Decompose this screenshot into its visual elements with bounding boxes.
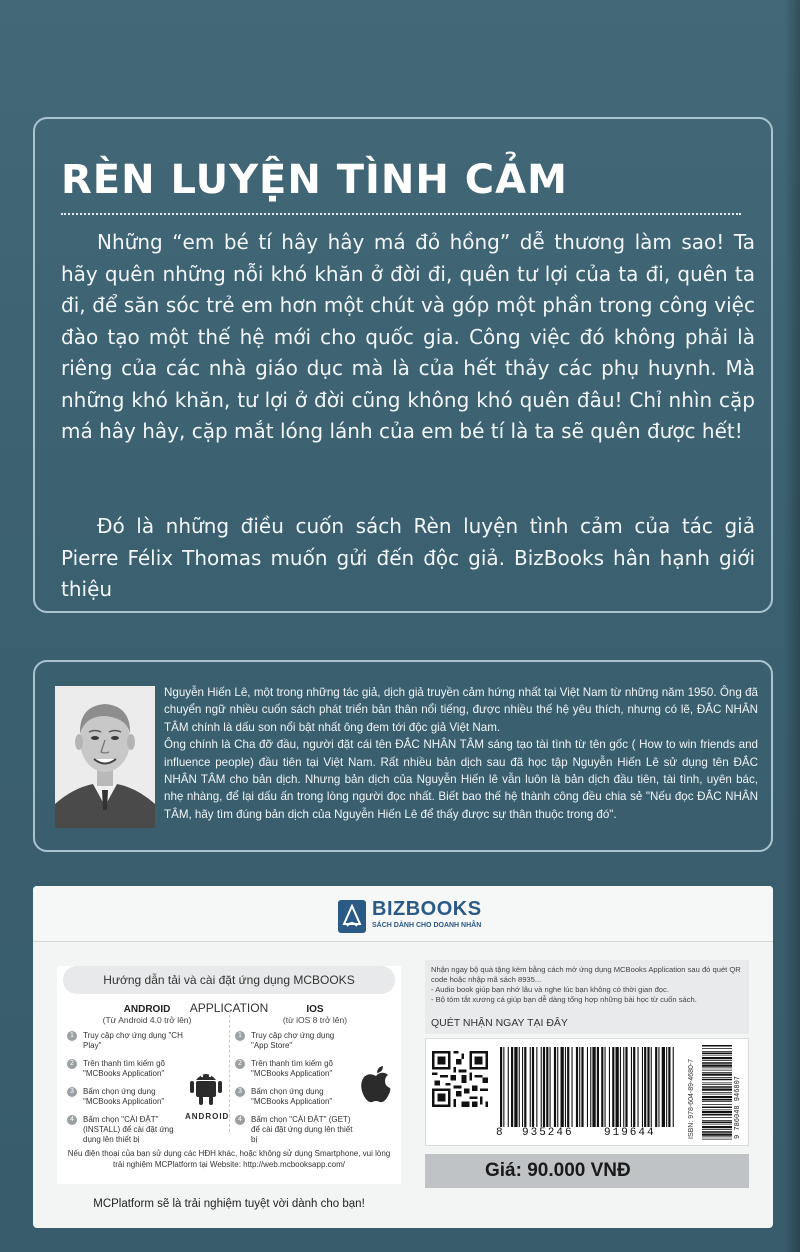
barcode-stripe — [601, 1047, 603, 1127]
step-text: Bấm chọn "CÀI ĐẶT" (INSTALL) để cài đặt ứng dụng lên thiết bị — [83, 1115, 174, 1144]
price-tag: Giá: 90.000 VNĐ — [425, 1154, 749, 1188]
step-number: 1 — [235, 1031, 245, 1041]
barcode-stripe — [638, 1047, 639, 1127]
author-box — [33, 660, 773, 852]
isbn-barcode-stripe — [702, 1070, 732, 1071]
barcode-stripe — [644, 1047, 646, 1127]
android-column — [67, 1004, 230, 1153]
step-text: Trên thanh tìm kiếm gõ "MCBooks Application" — [83, 1059, 165, 1078]
barcode-stripe — [565, 1047, 566, 1127]
isbn-barcode-stripe — [702, 1077, 732, 1078]
isbn-barcode-stripe — [702, 1131, 732, 1133]
isbn-barcode-stripe — [702, 1104, 732, 1105]
scan-label: QUÉT NHẬN NGAY TẠI ĐÂY — [425, 1014, 749, 1034]
step-number: 2 — [235, 1059, 245, 1069]
android-step — [67, 1059, 185, 1079]
barcode-stripe — [609, 1047, 610, 1127]
barcode-stripe — [668, 1047, 670, 1127]
barcode-stripe — [612, 1047, 614, 1127]
step-number: 3 — [235, 1087, 245, 1097]
barcode-stripe — [597, 1047, 599, 1127]
isbn-barcode-stripe — [702, 1099, 732, 1101]
step-number: 1 — [67, 1031, 77, 1041]
isbn-barcode-stripe — [702, 1084, 732, 1085]
barcode-stripe — [625, 1047, 627, 1127]
barcode-stripe — [514, 1047, 517, 1127]
barcode-stripe — [592, 1047, 595, 1127]
barcode-stripe — [633, 1047, 635, 1127]
author-bio: Nguyễn Hiến Lê, một trong những tác giả, dịch giả truyền cảm hứng nhất tại Việt Nam từ những năm 1950. Ông đã chuyển ngữ nhiều cuốn sách phát triển bản thân nổi tiếng, được nhiều thế hệ yêu thích, nhưng có lẽ, ĐẮC NHÂN TÂM chính là dấu son nổi bật nhất ông đem tới độc giả Việt Nam. Ông chính là Cha đỡ đầu, người đặt cái tên ĐẮC NHÂN TÂM sáng tạo tài tình từ tên gốc ( How to win friends and influence people) đầu tiên tại Việt Nam. Rất nhiều bản dịch sau đã học tập Nguyễn Hiến Lê sử dụng tên ĐẮC NHÂN TÂM cho bản dịch. Nhưng bản dịch của Nguyễn Hiến lê vẫn luôn là bản dịch đầu tiên, tài tình, uyên bác, nhẹ nhàng, để lại dấu ấn trong lòng người đọc nhất. Biết bao thế hệ thành công đều chia sẻ "Nếu đọc ĐẮC NHÂN TÂM, hãy tìm đúng bản dịch của Nguyễn Hiến Lê để thấy được sự thân thuộc trong đó". — [164, 686, 758, 821]
isbn-barcode-stripe — [702, 1074, 732, 1076]
isbn-barcode-stripe — [702, 1065, 732, 1067]
barcode-stripe — [620, 1047, 621, 1127]
barcode-stripe — [511, 1047, 513, 1127]
android-icon — [189, 1066, 223, 1115]
ean-barcode — [498, 1047, 676, 1127]
apple-icon — [359, 1064, 393, 1109]
barcode-stripe — [536, 1047, 537, 1127]
step-text: Truy cập chợ ứng dụng "CH Play" — [83, 1031, 183, 1050]
barcode-stripe — [500, 1047, 502, 1127]
isbn-barcode-stripe — [702, 1092, 732, 1093]
step-text: Truy cập chợ ứng dụng "App Store" — [251, 1031, 335, 1050]
barcode-stripe — [567, 1047, 569, 1127]
step-number: 3 — [67, 1087, 77, 1097]
isbn-barcode-stripe — [702, 1068, 732, 1069]
barcode-stripe — [605, 1047, 606, 1127]
step-number: 4 — [67, 1115, 77, 1125]
isbn-barcode-stripe — [702, 1126, 732, 1128]
ios-step — [235, 1115, 353, 1145]
isbn-barcode-stripe — [702, 1053, 732, 1055]
isbn-barcode-stripe — [702, 1048, 732, 1049]
description-paragraph-1: Những “em bé tí hây hây má đỏ hồng” dễ thương làm sao! Ta hãy quên những nỗi khó khăn ở đời đi, quên tư lợi của ta đi, quên ta đi, để săn sóc trẻ em hơn một chút và góp một phần trong công việc đào tạo một thế hệ mới cho quốc gia. Công việc đó không phải là riêng của các nhà giáo dục mà là của hết thảy các phụ huynh. Mà những khó khăn, tư lợi ở đời cũng không khó quên đâu! Chỉ nhìn cặp má hây hây, cặp mắt lóng lánh của em bé tí là ta sẽ quên được hết! — [61, 230, 755, 443]
barcode-stripe — [581, 1047, 583, 1127]
publisher-panel — [33, 886, 773, 1228]
android-step — [67, 1087, 185, 1107]
isbn-barcode — [688, 1043, 746, 1143]
isbn-number: ISBN: 978-604-89-4680-7 — [688, 1058, 695, 1139]
step-text: Trên thanh tìm kiếm gõ "MCBooks Application" — [251, 1059, 333, 1078]
isbn-barcode-stripe — [702, 1083, 732, 1084]
barcode-stripe — [561, 1047, 564, 1127]
barcode-stripe — [532, 1047, 534, 1127]
publisher-name: BIZBOOKS — [372, 898, 482, 920]
barcode-stripe — [651, 1047, 652, 1127]
promo-line: - Bộ tóm tắt xương cá giúp bạn dễ dàng tổng hợp những bài học từ cuốn sách. — [431, 995, 697, 1004]
author-photo — [55, 686, 155, 828]
isbn-barcode-stripe — [702, 1122, 732, 1124]
android-step — [67, 1031, 185, 1051]
app-guide-heading: Hướng dẫn tải và cài đặt ứng dụng MCBOOKS APPLICATION — [63, 966, 395, 994]
isbn-barcode-stripe — [702, 1062, 732, 1064]
isbn-barcode-stripe — [702, 1107, 732, 1109]
barcode-stripe — [658, 1047, 659, 1127]
spine-shadow — [784, 0, 800, 1252]
qr-code — [432, 1051, 488, 1107]
isbn-barcode-stripe — [702, 1089, 732, 1091]
isbn-barcode-stripe — [702, 1117, 732, 1118]
book-title: RÈN LUYỆN TÌNH CẢM — [61, 157, 568, 203]
barcode-stripe — [522, 1047, 523, 1127]
barcode-lead-digit: 8 — [496, 1127, 503, 1139]
android-step — [67, 1115, 185, 1145]
barcode-stripe — [554, 1047, 556, 1127]
ios-title: IOS — [306, 1004, 324, 1015]
barcode-stripe — [655, 1047, 657, 1127]
barcode-stripe — [666, 1047, 667, 1127]
step-number: 2 — [67, 1059, 77, 1069]
isbn-barcode-stripe — [702, 1111, 732, 1113]
publisher-tagline: SÁCH DÀNH CHO DOANH NHÂN — [372, 922, 482, 929]
description-paragraph-2: Đó là những điều cuốn sách Rèn luyện tình cảm của tác giả Pierre Félix Thomas muốn gửi đến độc giả. BizBooks hân hạnh giới thiệu — [61, 514, 755, 601]
ios-step — [235, 1031, 353, 1051]
barcode-stripe — [576, 1047, 578, 1127]
barcode-stripe — [557, 1047, 558, 1127]
isbn-barcode-stripe — [702, 1114, 732, 1116]
barcode-stripe — [587, 1047, 588, 1127]
barcode-stripe — [579, 1047, 580, 1127]
android-title: ANDROID — [123, 1004, 171, 1015]
barcode-stripe — [541, 1047, 542, 1127]
barcode-stripe — [519, 1047, 520, 1127]
promo-line: Nhận ngay bộ quà tặng kèm bằng cách mở ứng dụng MCBooks Application sau đó quét QR code hoặc nhập mã sách 8935... — [431, 965, 741, 984]
barcode-left-digits: 935246 — [522, 1127, 574, 1139]
barcode-stripe — [524, 1047, 526, 1127]
platform-slogan: MCPlatform sẽ là trải nghiệm tuyệt vời dành cho bạn! — [93, 1198, 365, 1210]
ios-subtitle: (từ iOS 8 trở lên) — [282, 1015, 348, 1025]
barcode-stripe — [530, 1047, 531, 1127]
step-text: Bấm chọn ứng dụng "MCBooks Application" — [83, 1087, 165, 1106]
barcode-stripe — [546, 1047, 548, 1127]
barcode-stripe — [508, 1047, 509, 1127]
ios-step — [235, 1087, 353, 1107]
code-box — [425, 1038, 749, 1146]
isbn-barcode-stripe — [702, 1060, 732, 1061]
barcode-stripe — [503, 1047, 504, 1127]
barcode-stripe — [572, 1047, 573, 1127]
barcode-stripe — [647, 1047, 649, 1127]
barcode-right-digits: 919644 — [604, 1127, 656, 1139]
isbn-barcode-stripe — [702, 1139, 732, 1140]
column-divider — [229, 1010, 230, 1132]
title-divider — [61, 213, 741, 215]
app-guide-card — [57, 966, 401, 1184]
step-text: Bấm chọn ứng dụng "MCBooks Application" — [251, 1087, 333, 1106]
barcode-stripe — [662, 1047, 665, 1127]
isbn-barcode-stripe — [702, 1086, 732, 1088]
ios-column — [235, 1004, 395, 1153]
isbn-barcode-stripe — [702, 1051, 732, 1052]
bizbooks-logo — [338, 898, 482, 934]
isbn-barcode-stripe — [702, 1045, 732, 1047]
isbn-barcode-stripe — [702, 1120, 732, 1121]
isbn-barcode-stripe — [702, 1072, 732, 1073]
isbn-barcode-stripe — [702, 1134, 732, 1136]
barcode-stripe — [543, 1047, 545, 1127]
barcode-stripe — [590, 1047, 591, 1127]
ios-step — [235, 1059, 353, 1079]
bizbooks-logo-icon — [338, 900, 366, 933]
barcode-stripe — [550, 1047, 551, 1127]
alternative-platform-note: Nếu điện thoại của bạn sử dụng các HĐH khác, hoặc không sử dụng Smartphone, vui lòng trải nghiệm MCPlatform tại Website: http://web.mcbooksapp.com/ — [67, 1149, 391, 1169]
isbn-barcode-stripe — [702, 1124, 732, 1125]
isbn-barcode-stripe — [702, 1057, 732, 1059]
android-subtitle: (Từ Android 4.0 trở lên) — [102, 1015, 192, 1025]
barcode-stripe — [623, 1047, 624, 1127]
isbn-barcode-stripe — [702, 1110, 732, 1111]
isbn-barcode-stripe — [702, 1079, 732, 1081]
isbn-barcode-stripe — [702, 1096, 732, 1098]
barcode-stripe — [642, 1047, 643, 1127]
isbn-barcode-stripe — [702, 1137, 732, 1138]
barcode-stripe — [616, 1047, 619, 1127]
step-number: 4 — [235, 1115, 245, 1125]
isbn-barcode-stripe — [702, 1094, 732, 1095]
promo-line: - Audio book giúp bạn nhớ lâu và nghe lúc bạn không có thời gian đọc. — [431, 985, 669, 994]
isbn-barcode-stripe — [702, 1101, 732, 1102]
isbn-barcode-stripe — [702, 1129, 732, 1130]
barcode-stripe — [631, 1047, 632, 1127]
android-icon-label: ANDROID — [185, 1112, 230, 1121]
description-box — [33, 117, 773, 613]
publisher-bar — [33, 886, 773, 942]
barcode-stripe — [673, 1047, 674, 1127]
isbn-barcode-digits: 9 786048 946807 — [734, 1075, 742, 1139]
isbn-barcode-stripe — [702, 1055, 732, 1056]
step-text: Bấm chọn "CÀI ĐẶT" (GET) để cài đặt ứng dụng lên thiết bị — [251, 1115, 353, 1144]
